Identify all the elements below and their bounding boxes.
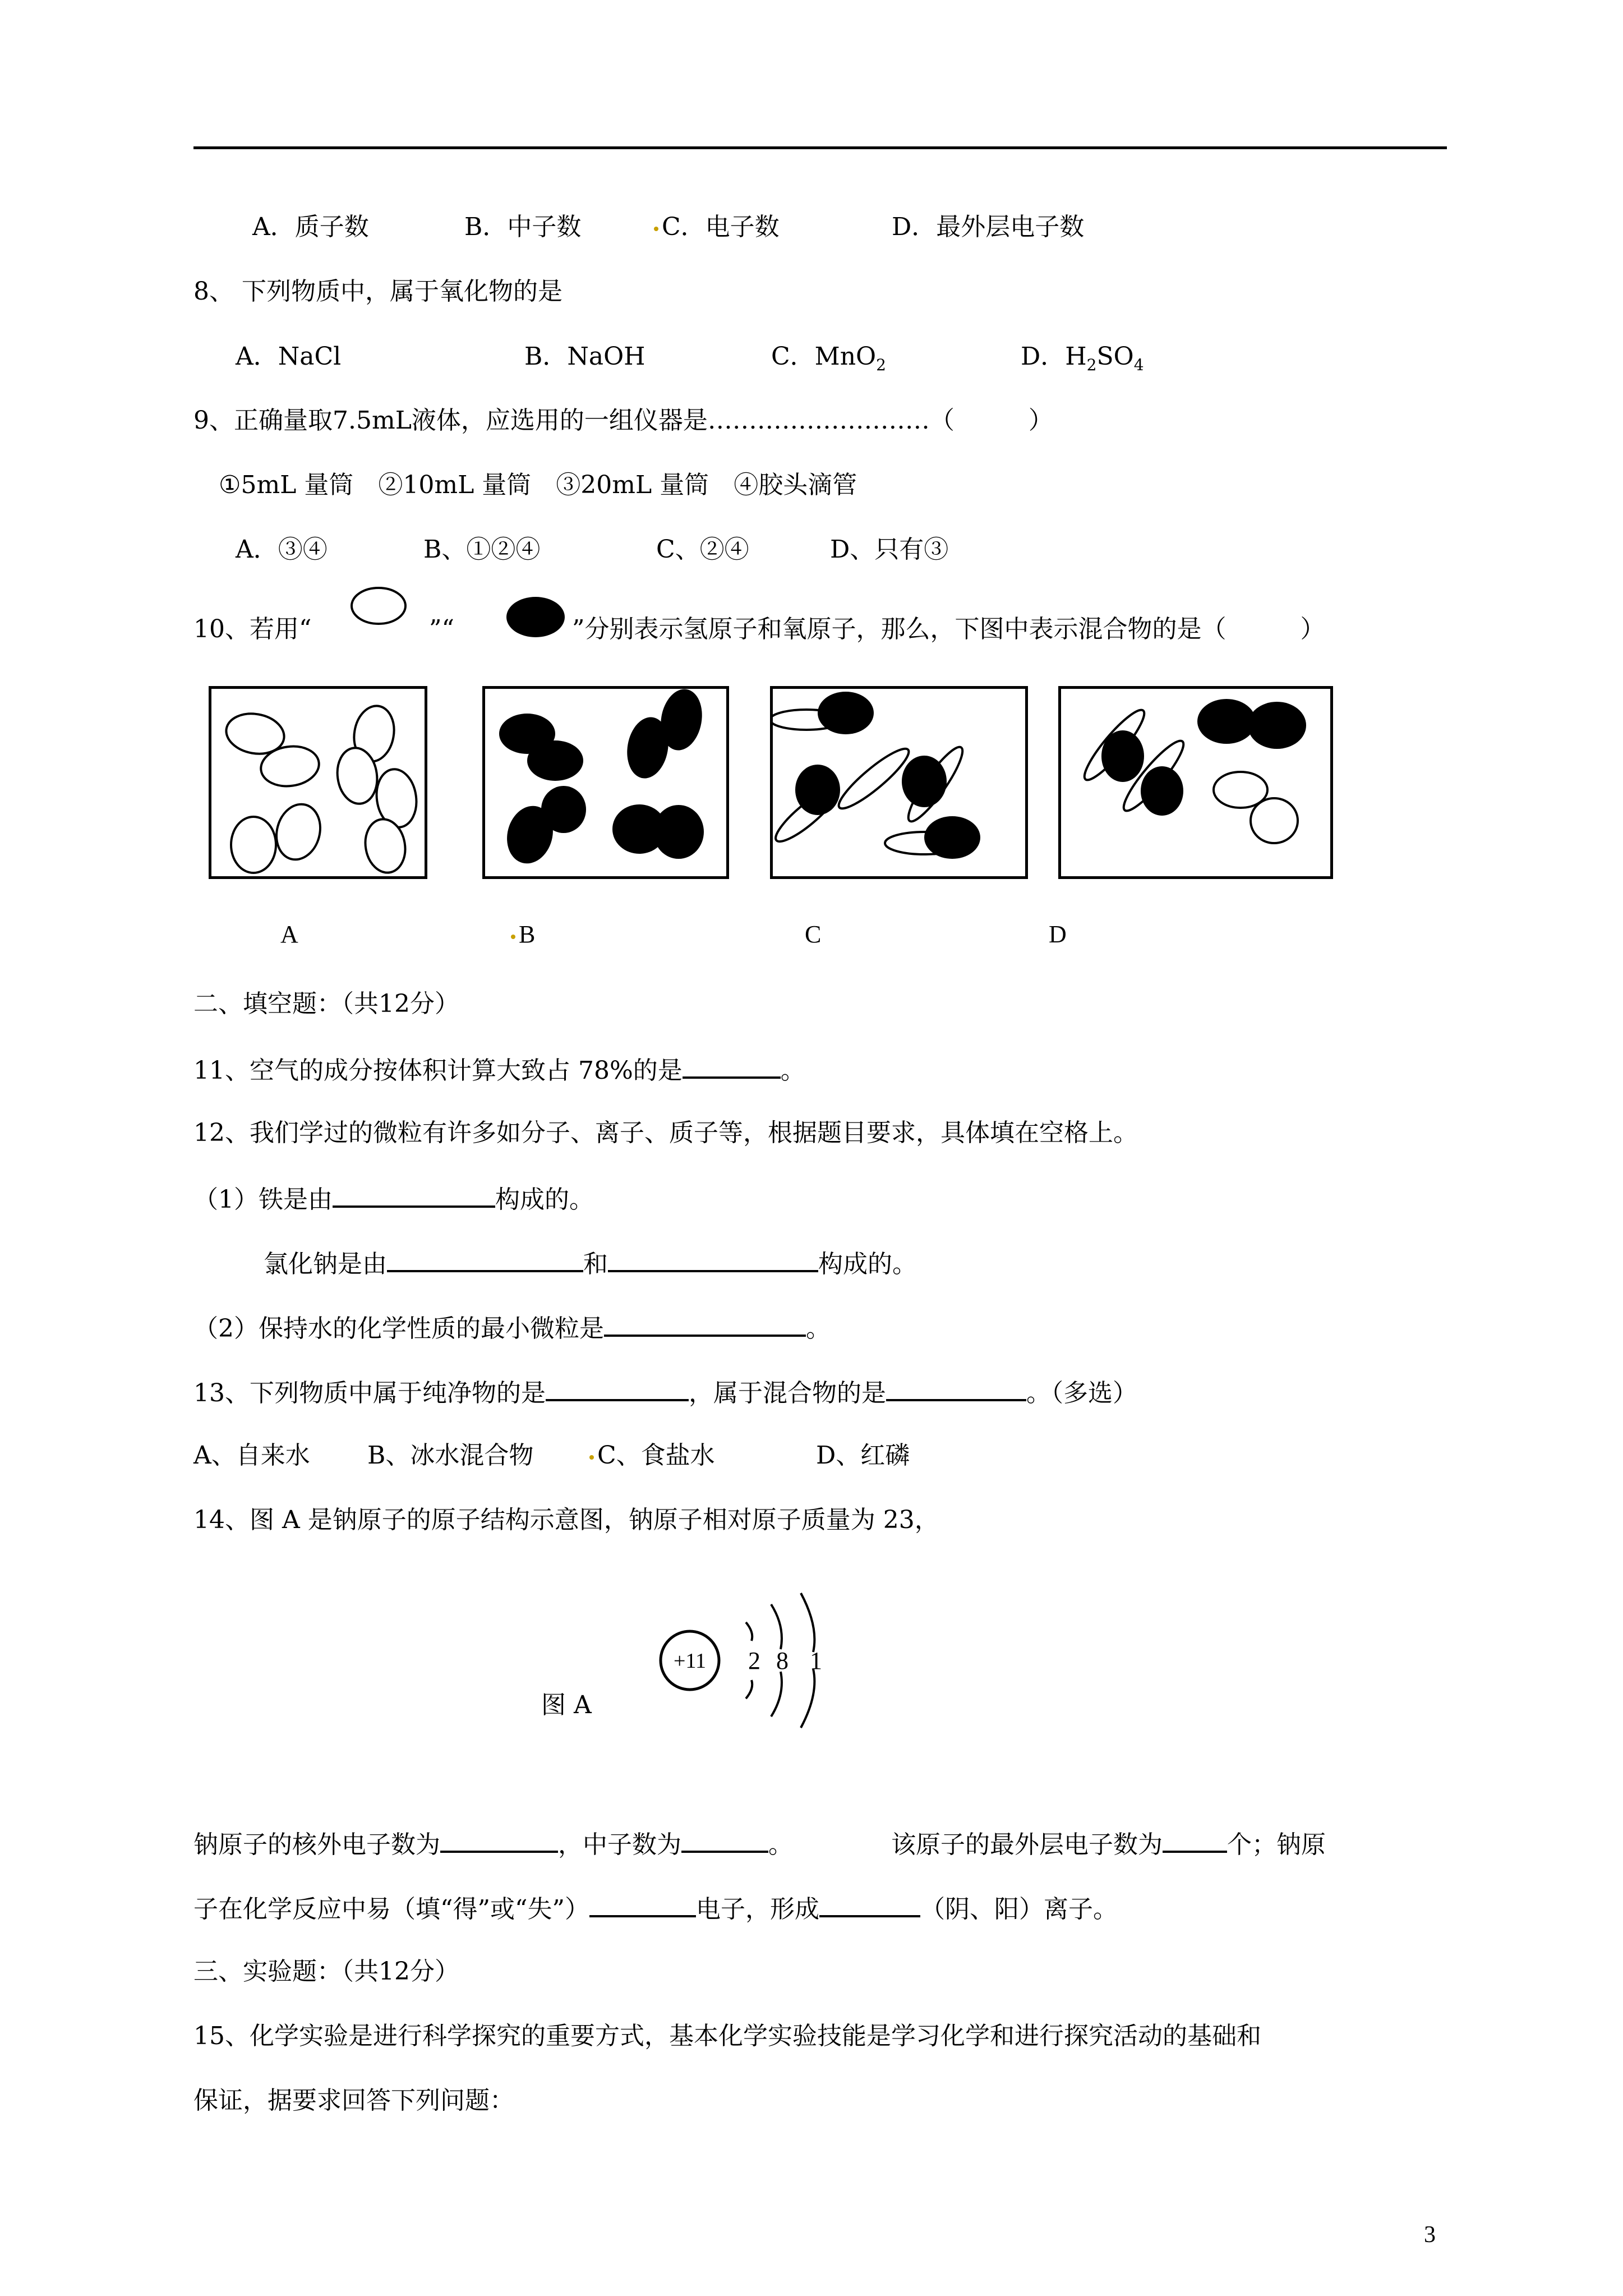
q9-items: ①5mL 量筒 ②10mL 量筒 ③20mL 量筒 ④胶头滴管 xyxy=(219,471,857,499)
q9-stem: 9、正确量取7.5mL液体，应选用的一组仪器是………………………（ ） xyxy=(193,406,1053,435)
q13-option-c: C、食盐水 xyxy=(597,1441,715,1470)
q13-option-d: D、红磷 xyxy=(816,1441,910,1470)
q7-option-a: A．质子数 xyxy=(252,213,369,241)
q13-option-a: A、自来水 xyxy=(193,1441,310,1470)
q7-option-d: D．最外层电子数 xyxy=(892,213,1085,241)
q13: 13、下列物质中属于纯净物的是 ，属于混合物的是 。（多选） xyxy=(193,1374,1137,1410)
q7-option-b: B．中子数 xyxy=(464,213,582,241)
stray-dot xyxy=(654,227,658,231)
shell-1-count: 2 xyxy=(748,1647,760,1674)
q9-option-d: D、只有③ xyxy=(830,535,949,564)
q12-blank-1[interactable] xyxy=(333,1181,495,1208)
q14-blank-neutrons[interactable] xyxy=(681,1826,768,1853)
q12-blank-4[interactable] xyxy=(604,1310,806,1337)
q10-figure-a xyxy=(209,686,427,879)
q12-part1: （1）铁是由 构成的。 xyxy=(193,1181,594,1217)
nucleus-charge: +11 xyxy=(673,1649,707,1673)
q10-figure-c xyxy=(770,686,1028,879)
q14-blank-ion-type[interactable] xyxy=(819,1890,920,1917)
shell-3-count: 1 xyxy=(810,1647,822,1674)
q10-label-a: A xyxy=(280,921,298,948)
stray-dot xyxy=(589,1455,594,1460)
q15-line2: 保证，据要求回答下列问题： xyxy=(193,2086,514,2115)
q9-option-a: A．③④ xyxy=(236,535,328,564)
q7-option-c: C．电子数 xyxy=(662,213,780,241)
q14-blank-electrons[interactable] xyxy=(440,1826,558,1853)
q10-label-c: C xyxy=(805,921,822,948)
q8-stem: 8、 下列物质中，属于氧化物的是 xyxy=(193,277,562,306)
header-rule xyxy=(193,146,1447,149)
q12-part2: 氯化钠是由 和 构成的。 xyxy=(264,1245,917,1281)
hydrogen-atom-icon xyxy=(348,583,409,628)
q10-figure-d xyxy=(1058,686,1333,879)
q10-label-b: B xyxy=(508,920,535,949)
q15-line1: 15、化学实验是进行科学探究的重要方式，基本化学实验技能是学习化学和进行探究活动的基础和 xyxy=(193,2022,1261,2050)
q13-blank-mixture[interactable] xyxy=(886,1374,1026,1401)
figure-a-label: 图 A xyxy=(541,1691,592,1719)
page-number: 3 xyxy=(1424,2222,1436,2248)
q8-option-a: A．NaCl xyxy=(236,342,342,371)
q9-option-b: B、①②④ xyxy=(423,535,541,564)
q14-blank-outer[interactable] xyxy=(1163,1826,1227,1853)
oxygen-atom-icon xyxy=(505,595,566,639)
q9-option-c: C、②④ xyxy=(656,535,749,564)
q14-line1: 钠原子的核外电子数为 ，中子数为 。 该原子的最外层电子数为 个；钠原 xyxy=(193,1826,1326,1862)
q8-option-d: D．$H_2SO_4$ xyxy=(1021,342,1144,374)
q13-option-b: B、冰水混合物 xyxy=(367,1441,534,1470)
section-2-heading: 二、填空题：（共12分） xyxy=(193,990,459,1018)
q12-blank-2[interactable] xyxy=(387,1245,583,1272)
sodium-atom-diagram xyxy=(651,1588,841,1733)
q14-blank-gain-lose[interactable] xyxy=(589,1890,696,1917)
q11: 11、空气的成分按体积计算大致占 78%的是 。 xyxy=(193,1052,805,1088)
q8-option-b: B．NaOH xyxy=(524,342,645,371)
stray-dot xyxy=(511,935,515,939)
section-3-heading: 三、实验题：（共12分） xyxy=(193,1957,459,1986)
shell-2-count: 8 xyxy=(776,1647,789,1674)
q10-label-d: D xyxy=(1049,921,1067,948)
q12-part3: （2）保持水的化学性质的最小微粒是 。 xyxy=(193,1310,831,1346)
q8-option-c: C．MnO$_2$ xyxy=(771,342,886,374)
q14-line2: 子在化学反应中易（填“得”或“失”） 电子，形成 （阴、阳）离子。 xyxy=(193,1890,1118,1926)
q12-blank-3[interactable] xyxy=(608,1245,818,1272)
q12-stem: 12、我们学过的微粒有许多如分子、离子、质子等，根据题目要求，具体填在空格上。 xyxy=(193,1119,1138,1147)
q14-stem: 14、图 A 是钠原子的原子结构示意图，钠原子相对原子质量为 23， xyxy=(193,1506,939,1534)
q13-blank-pure[interactable] xyxy=(546,1374,689,1401)
q11-blank[interactable] xyxy=(683,1052,781,1079)
q10-figure-b xyxy=(482,686,729,879)
